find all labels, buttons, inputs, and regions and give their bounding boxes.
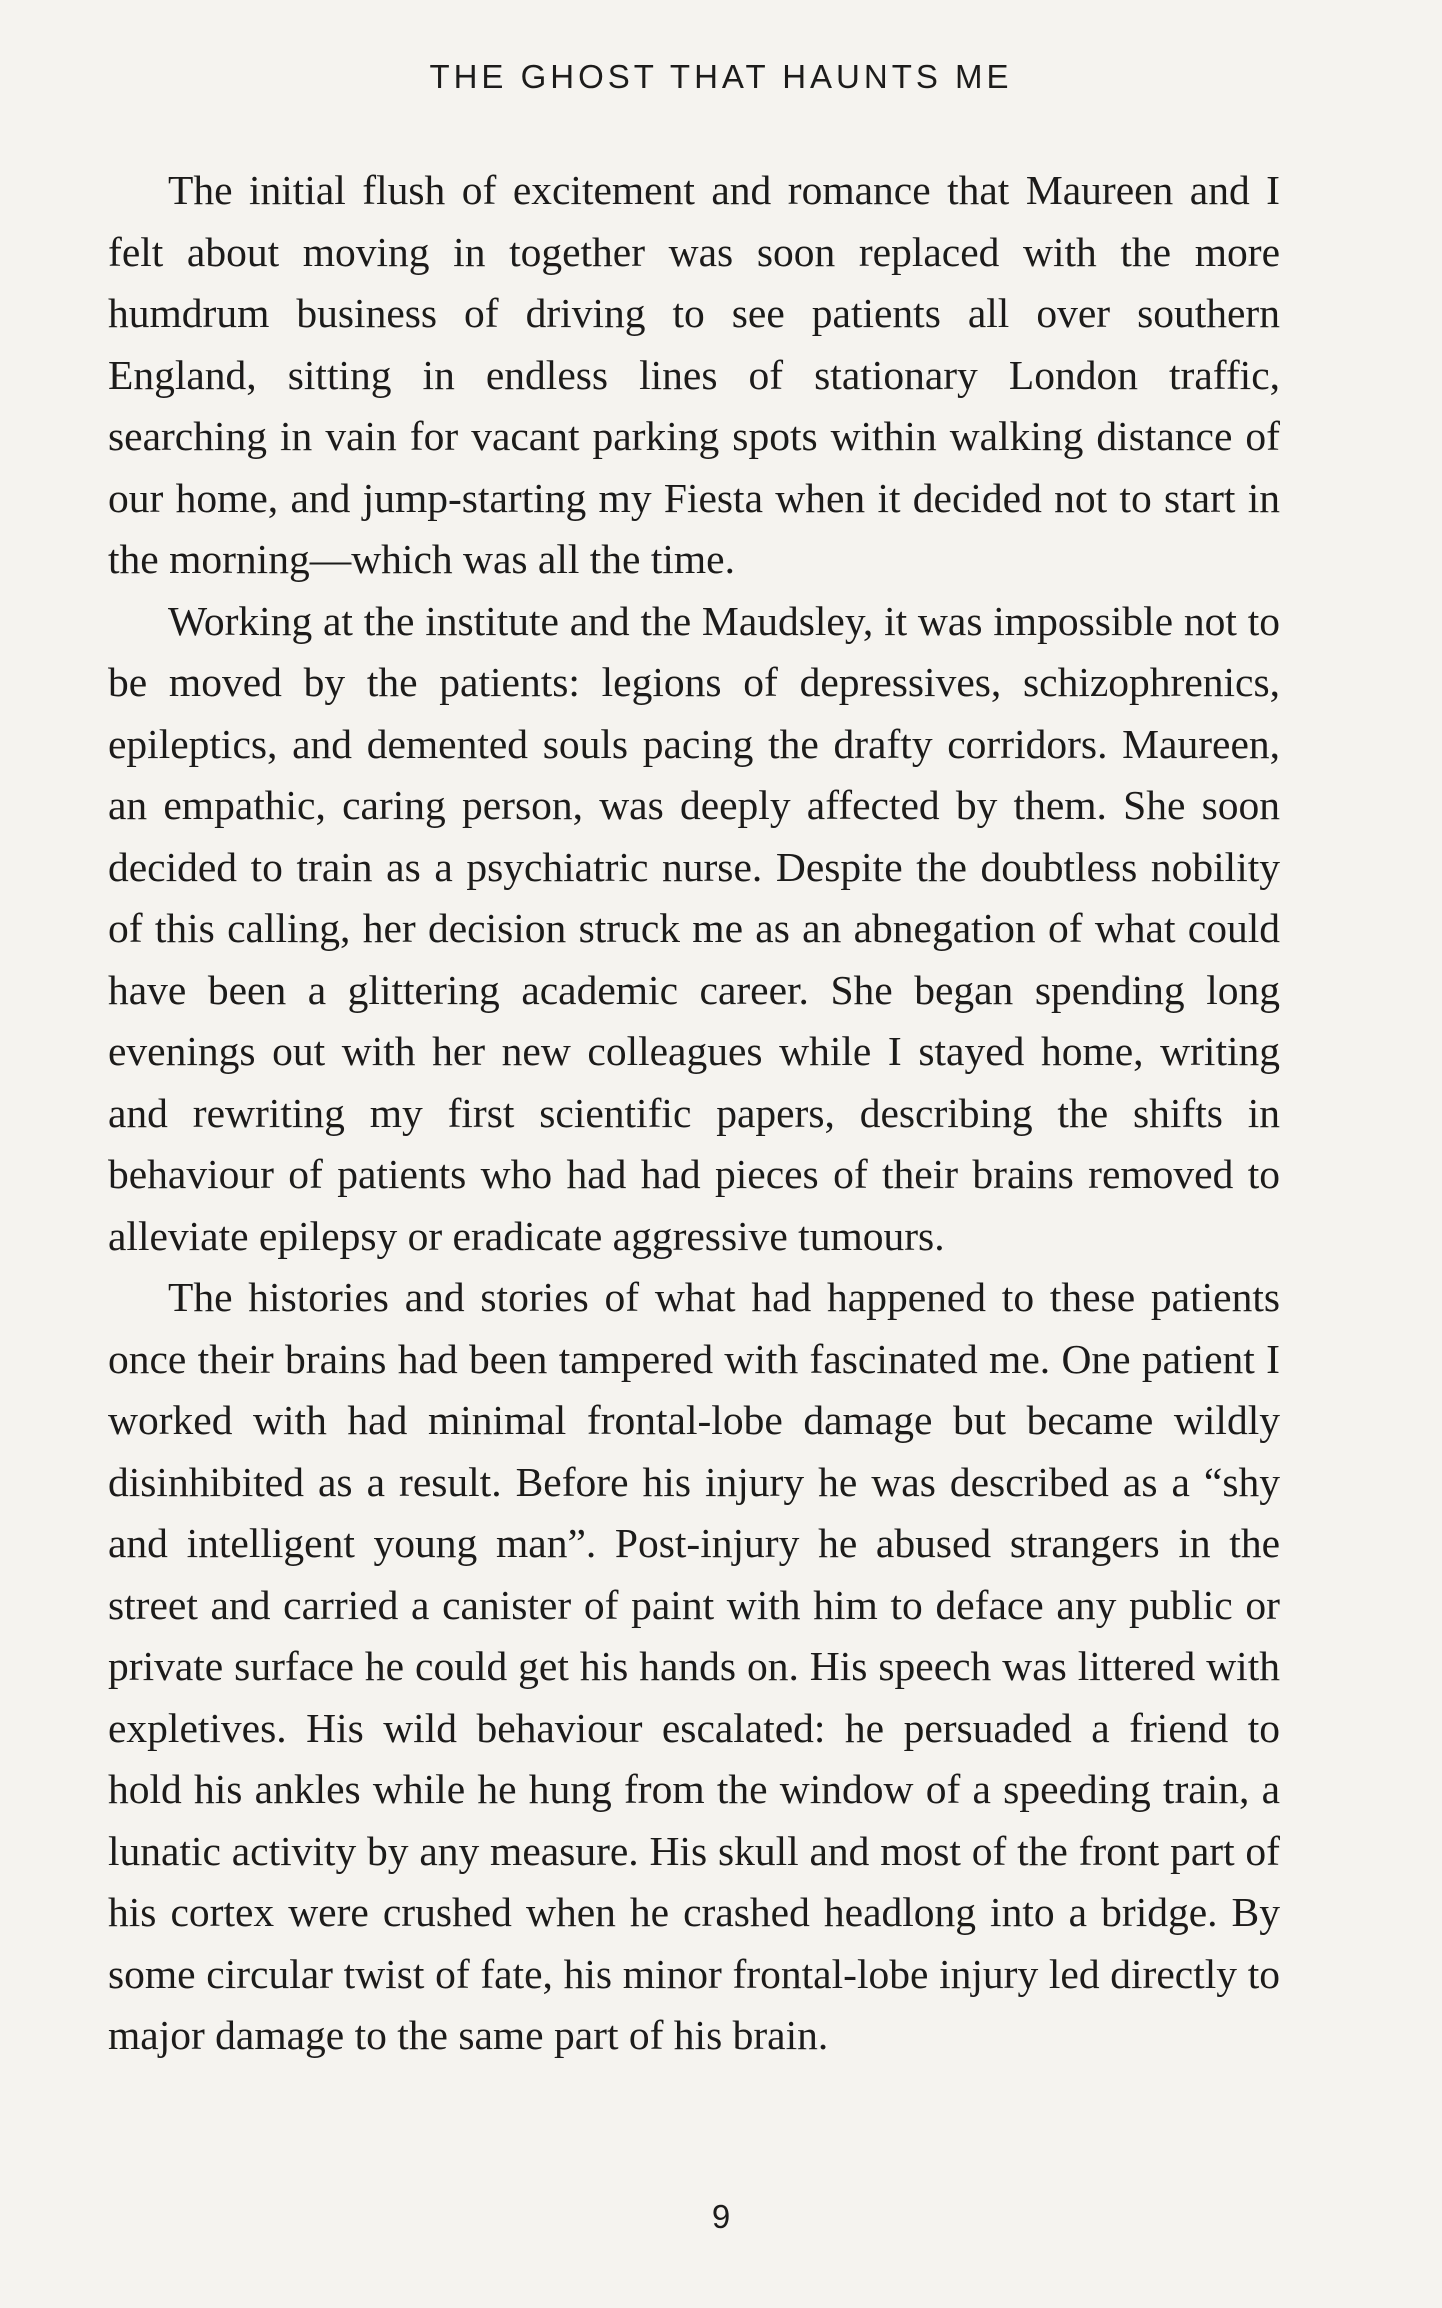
paragraph-3: The histories and stories of what had happened to these patients once their brains had been tampered with fascinated me. One patient I worked with had minimal frontal-lobe damage but became wildly disinhibited as a result. Before his injury he was described as a “shy and intelligent young man”. Post-injury he abused strangers in the street and carried a canister of paint with him to deface any public or private surface he could get his hands on. His speech was littered with expletives. His wild behaviour escalated: he persuaded a friend to hold his ankles while he hung from the window of a speeding train, a lunatic activity by any measure. His skull and most of the front part of his cortex were crushed when he crashed headlong into a bridge. By some circular twist of fate, his minor frontal-lobe injury led directly to major damage to the same part of his brain. [108, 1274, 1280, 2058]
paragraph-1: The initial flush of excitement and romance that Maureen and I felt about moving in together was soon replaced with the more humdrum business of driving to see patients all over southern England, sitting in endless lines of stationary London traffic, searching in vain for vacant parking spots within walking distance of our home, and jump-starting my Fiesta when it decided not to start in the morning—which was all the time. [108, 167, 1280, 582]
paragraph-2: Working at the institute and the Maudsley, it was impossible not to be moved by the patients: legions of depressives, schizophrenics, epileptics, and demented souls pacing the drafty corridors. Maureen, an empathic, caring person, was deeply affected by them. She soon decided to train as a psychiatric nurse. Despite the doubtless nobility of this calling, her decision struck me as an abnegation of what could have been a glittering academic career. She began spending long evenings out with her new colleagues while I stayed home, writing and rewriting my first scientific papers, describing the shifts in behaviour of patients who had had pieces of their brains removed to alleviate epilepsy or eradicate aggressive tumours. [108, 597, 1280, 1259]
running-head: THE GHOST THAT HAUNTS ME [429, 58, 1013, 95]
body-text [108, 160, 1280, 2067]
page-number: 9 [711, 2198, 731, 2235]
